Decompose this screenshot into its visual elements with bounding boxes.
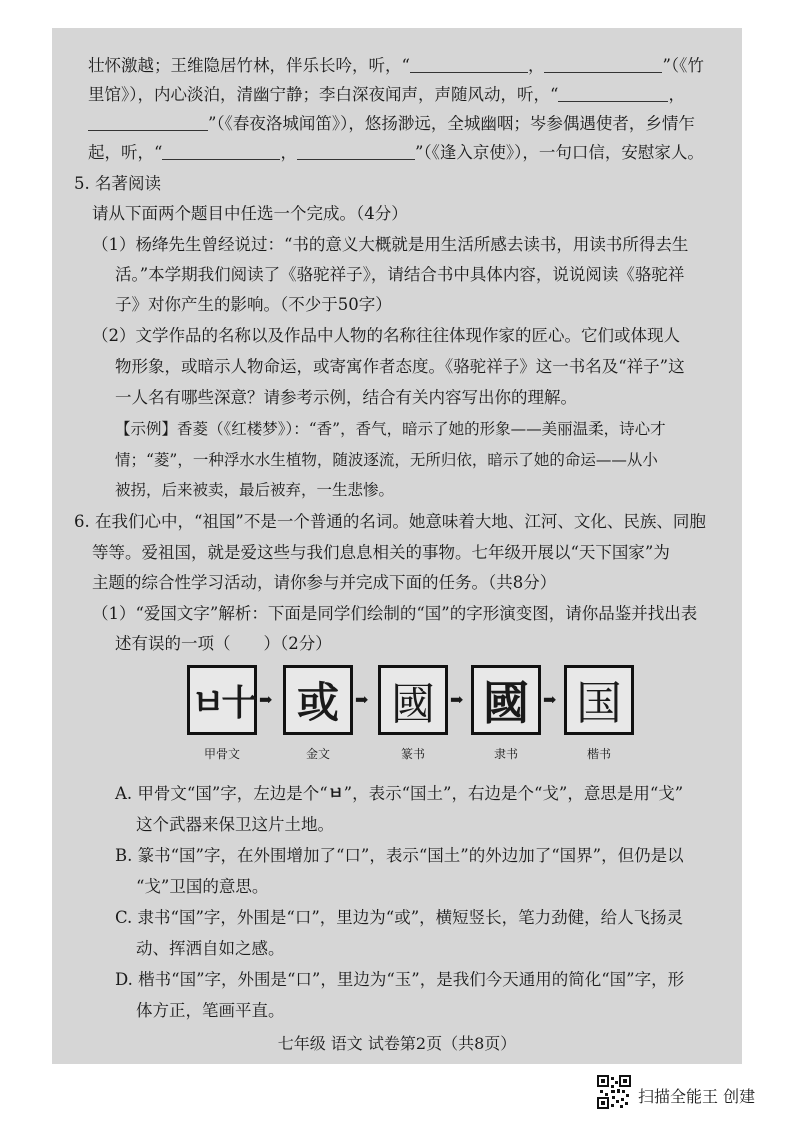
oracle-bone-glyph-box	[187, 665, 257, 735]
question-5-intro: 请从下面两个题目中任选一个完成。（4分）	[92, 204, 408, 223]
caption-oracle-bone: 甲骨文	[203, 747, 240, 761]
example-line: 被拐，后来被卖，最后被弃，一生悲惨。	[115, 481, 395, 499]
text-line: 物形象，或暗示人物命运，或寄寓作者态度。《骆驼祥子》这一书名及“祥子”这	[115, 357, 685, 376]
text-line: 一人名有哪些深意？请参考示例，结合有关内容写出你的理解。	[115, 388, 577, 407]
option-a: A. 甲骨文“国”字，左边是个“ㅂ”，表示“国土”，右边是个“戈”，意思是用“戈”	[115, 784, 684, 803]
clerical-glyph-box	[471, 665, 541, 735]
oracle-bone-glyph: ㅂ十	[190, 681, 254, 724]
text-line: （1）“爱国文字”解析：下面是同学们绘制的“国”的字形演变图，请你品鉴并找出表	[92, 604, 698, 623]
text-line: 壮怀激越；王维隐居竹林，伴乐长吟，听，“ ， ”（《竹	[88, 56, 704, 75]
option-d-cont: 体方正，笔画平直。	[136, 1001, 285, 1020]
text-line: （2）文学作品的名称以及作品中人物的名称往往体现作家的匠心。它们或体现人	[92, 326, 680, 345]
text-line: 主题的综合性学习活动，请你参与并完成下面的任务。（共8分）	[92, 573, 557, 592]
arrow-icon: ➡	[355, 690, 369, 709]
caption-regular: 楷书	[586, 747, 611, 761]
page-footer: 七年级 语文 试卷第2页（共8页）	[277, 1034, 517, 1053]
example-line: 情；“菱”，一种浮水水生植物，随波逐流，无所归依，暗示了她的命运——从小	[115, 451, 658, 469]
option-d: D. 楷书“国”字，外围是“口”，里边为“玉”，是我们今天通用的简化“国”字，形	[115, 970, 685, 989]
text-line: 述有误的一项（ ）（2分）	[115, 634, 332, 653]
clerical-glyph: 國	[483, 676, 529, 730]
text-line: ”（《春夜洛城闻笛》），悠扬渺远，全城幽咽；岑参偶遇使者，乡情乍	[88, 113, 695, 135]
scanner-brand-label: 扫描全能王 创建	[638, 1087, 756, 1106]
arrow-icon: ➡	[450, 690, 464, 709]
seal-glyph: 國	[391, 679, 435, 730]
arrow-icon: ➡	[259, 690, 273, 709]
oracle-mouth-glyph: ㅂ	[327, 784, 344, 803]
regular-glyph-box	[564, 665, 634, 735]
text-line: 活。”本学期我们阅读了《骆驼祥子》，请结合书中具体内容，说说阅读《骆驼祥	[115, 265, 685, 284]
caption-clerical: 隶书	[493, 747, 518, 761]
text-line: 等等。爱祖国，就是爱这些与我们息息相关的事物。七年级开展以“天下国家”为	[92, 543, 670, 562]
question-5-title: 5. 名著阅读	[74, 174, 161, 193]
option-b-cont: “戈”卫国的意思。	[136, 877, 269, 896]
option-c: C. 隶书“国”字，外围是“口”，里边为“或”，横短竖长，笔力劲健，给人飞扬灵	[115, 908, 684, 927]
text-line: 子》对你产生的影响。（不少于50字）	[115, 295, 392, 314]
arrow-icon: ➡	[543, 690, 557, 709]
option-c-cont: 动、挥洒自如之感。	[136, 939, 285, 958]
bronze-glyph: 或	[296, 678, 339, 727]
option-b: B. 篆书“国”字，在外围增加了“口”，表示“国土”的外边加了“国界”，但仍是以	[115, 846, 684, 865]
caption-bronze: 金文	[305, 747, 330, 761]
caption-seal: 篆书	[400, 747, 425, 761]
text-line: 起，听，“ ， ”（《逢入京使》），一句口信，安慰家人。	[88, 143, 704, 162]
regular-glyph: 国	[576, 676, 622, 730]
text-line: （1）杨绛先生曾经说过：“书的意义大概就是用生活所感去读书，用读书所得去生	[92, 235, 689, 254]
qr-code-icon	[597, 1075, 631, 1109]
bronze-glyph-box	[283, 665, 353, 735]
question-6-text: 6. 在我们心中，“祖国”不是一个普通的名词。她意味着大地、江河、文化、民族、同胞	[74, 512, 706, 531]
text-line: 里馆》），内心淡泊，清幽宁静；李白深夜闻声，声随风动，听，“ ，	[88, 85, 685, 104]
example-line: 【示例】香菱（《红楼梦》）：“香”，香气，暗示了她的形象——美丽温柔，诗心才	[115, 420, 666, 438]
seal-glyph-box	[378, 665, 448, 735]
option-a-cont: 这个武器来保卫这片土地。	[136, 815, 334, 834]
